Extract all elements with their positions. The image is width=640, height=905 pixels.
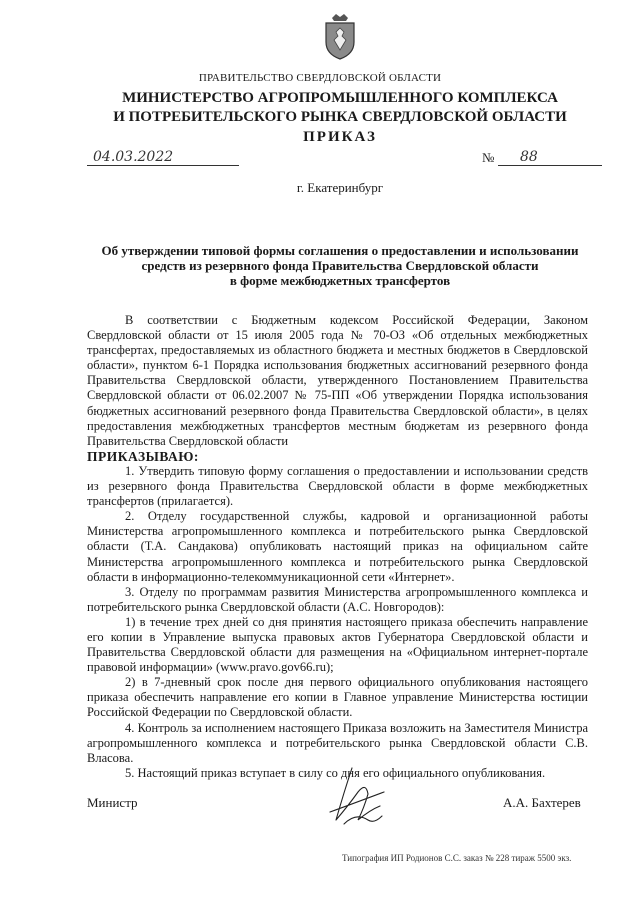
handwritten-signature bbox=[322, 762, 392, 832]
print-info: Типография ИП Родионов С.С. заказ № 228 тираж 5500 экз. bbox=[342, 853, 572, 863]
order-number: 88 bbox=[498, 149, 602, 166]
signatory-name: А.А. Бахтерев bbox=[503, 795, 581, 810]
ministry-name bbox=[0, 89, 640, 127]
authority-name: ПРАВИТЕЛЬСТВО СВЕРДЛОВСКОЙ ОБЛАСТИ bbox=[198, 72, 442, 84]
order-item-3-2: 2) в 7-дневный срок после дня первого официального опубликования настоящего приказа обеспечить направление его копии в Главное управление Министерства юстиции Российской Федерации по Свердловской области. bbox=[87, 675, 588, 720]
order-number-label: № bbox=[482, 150, 495, 165]
city: г. Екатеринбург bbox=[296, 180, 384, 195]
title-line-1: Об утверждении типовой формы соглашения о предоставлении и использовании bbox=[101, 243, 579, 258]
order-date: 04.03.2022 bbox=[87, 149, 239, 166]
title-line-3: в форме межбюджетных трансфертов bbox=[229, 273, 451, 288]
signatory-position: Министр bbox=[87, 795, 138, 810]
order-item-1: 1. Утвердить типовую форму соглашения о предоставлении и использовании средств из резервного фонда Правительства Свердловской области в форме межбюджетных трансфертов (прилагается). bbox=[87, 463, 588, 509]
document-type: ПРИКАЗ bbox=[303, 129, 377, 145]
coat-of-arms-icon bbox=[322, 12, 358, 60]
order-body bbox=[87, 313, 588, 781]
order-item-3-1: 1) в течение трех дней со дня принятия настоящего приказа обеспечить направление его копии в Управление выпуска правовых актов Губернатора Свердловской области и Правительства Свердловской области для размещения на «Официальном интернет-портале правовой информации» (www.pravo.gov66.ru); bbox=[87, 614, 588, 675]
order-title bbox=[100, 243, 580, 288]
ministry-line-2: И ПОТРЕБИТЕЛЬСКОГО РЫНКА СВЕРДЛОВСКОЙ ОБЛАСТИ bbox=[113, 109, 567, 125]
order-item-5: 5. Настоящий приказ вступает в силу со дня его официального опубликования. bbox=[125, 765, 546, 780]
preamble: В соответствии с Бюджетным кодексом Российской Федерации, Законом Свердловской области от 15 июля 2005 года № 70-ОЗ «Об отдельных межбюджетных трансфертах, предоставляемых из областного бюджета и местных бюджетов в Свердловской области», пунктом 6-1 Порядка использования бюджетных ассигнований резервного фонда Правительства Свердловской области, утвержденного Постановлением Правительства Свердловской области от 06.02.2007 № 75-ПП «Об утверждении Порядка использования бюджетных ассигнований резервного фонда Правительства Свердловской области», в целях предоставления межбюджетных трансфертов местным бюджетам из резервного фонда Правительства Свердловской области bbox=[87, 313, 588, 448]
order-item-4: 4. Контроль за исполнением настоящего Приказа возложить на Заместителя Министра агропромышленного комплекса и потребительского рынка Свердловской области С.В. Власова. bbox=[87, 720, 588, 765]
ministry-line-1: МИНИСТЕРСТВО АГРОПРОМЫШЛЕННОГО КОМПЛЕКСА bbox=[122, 90, 558, 106]
title-line-2: средств из резервного фонда Правительства Свердловской области bbox=[141, 258, 539, 273]
order-item-3: 3. Отделу по программам развития Министерства агропромышленного комплекса и потребительского рынка Свердловской области (А.С. Новгородов): bbox=[87, 584, 588, 614]
order-item-2: 2. Отделу государственной службы, кадровой и организационной работы Министерства агропромышленного комплекса и потребительского рынка Свердловской области (Т.А. Сандакова) опубликовать настоящий приказ на официальном сайте Министерства агропромышленного комплекса и потребительского рынка Свердловской области в информационно-телекоммуникационной сети «Интернет». bbox=[87, 509, 588, 584]
orders-heading: ПРИКАЗЫВАЮ: bbox=[87, 448, 199, 464]
